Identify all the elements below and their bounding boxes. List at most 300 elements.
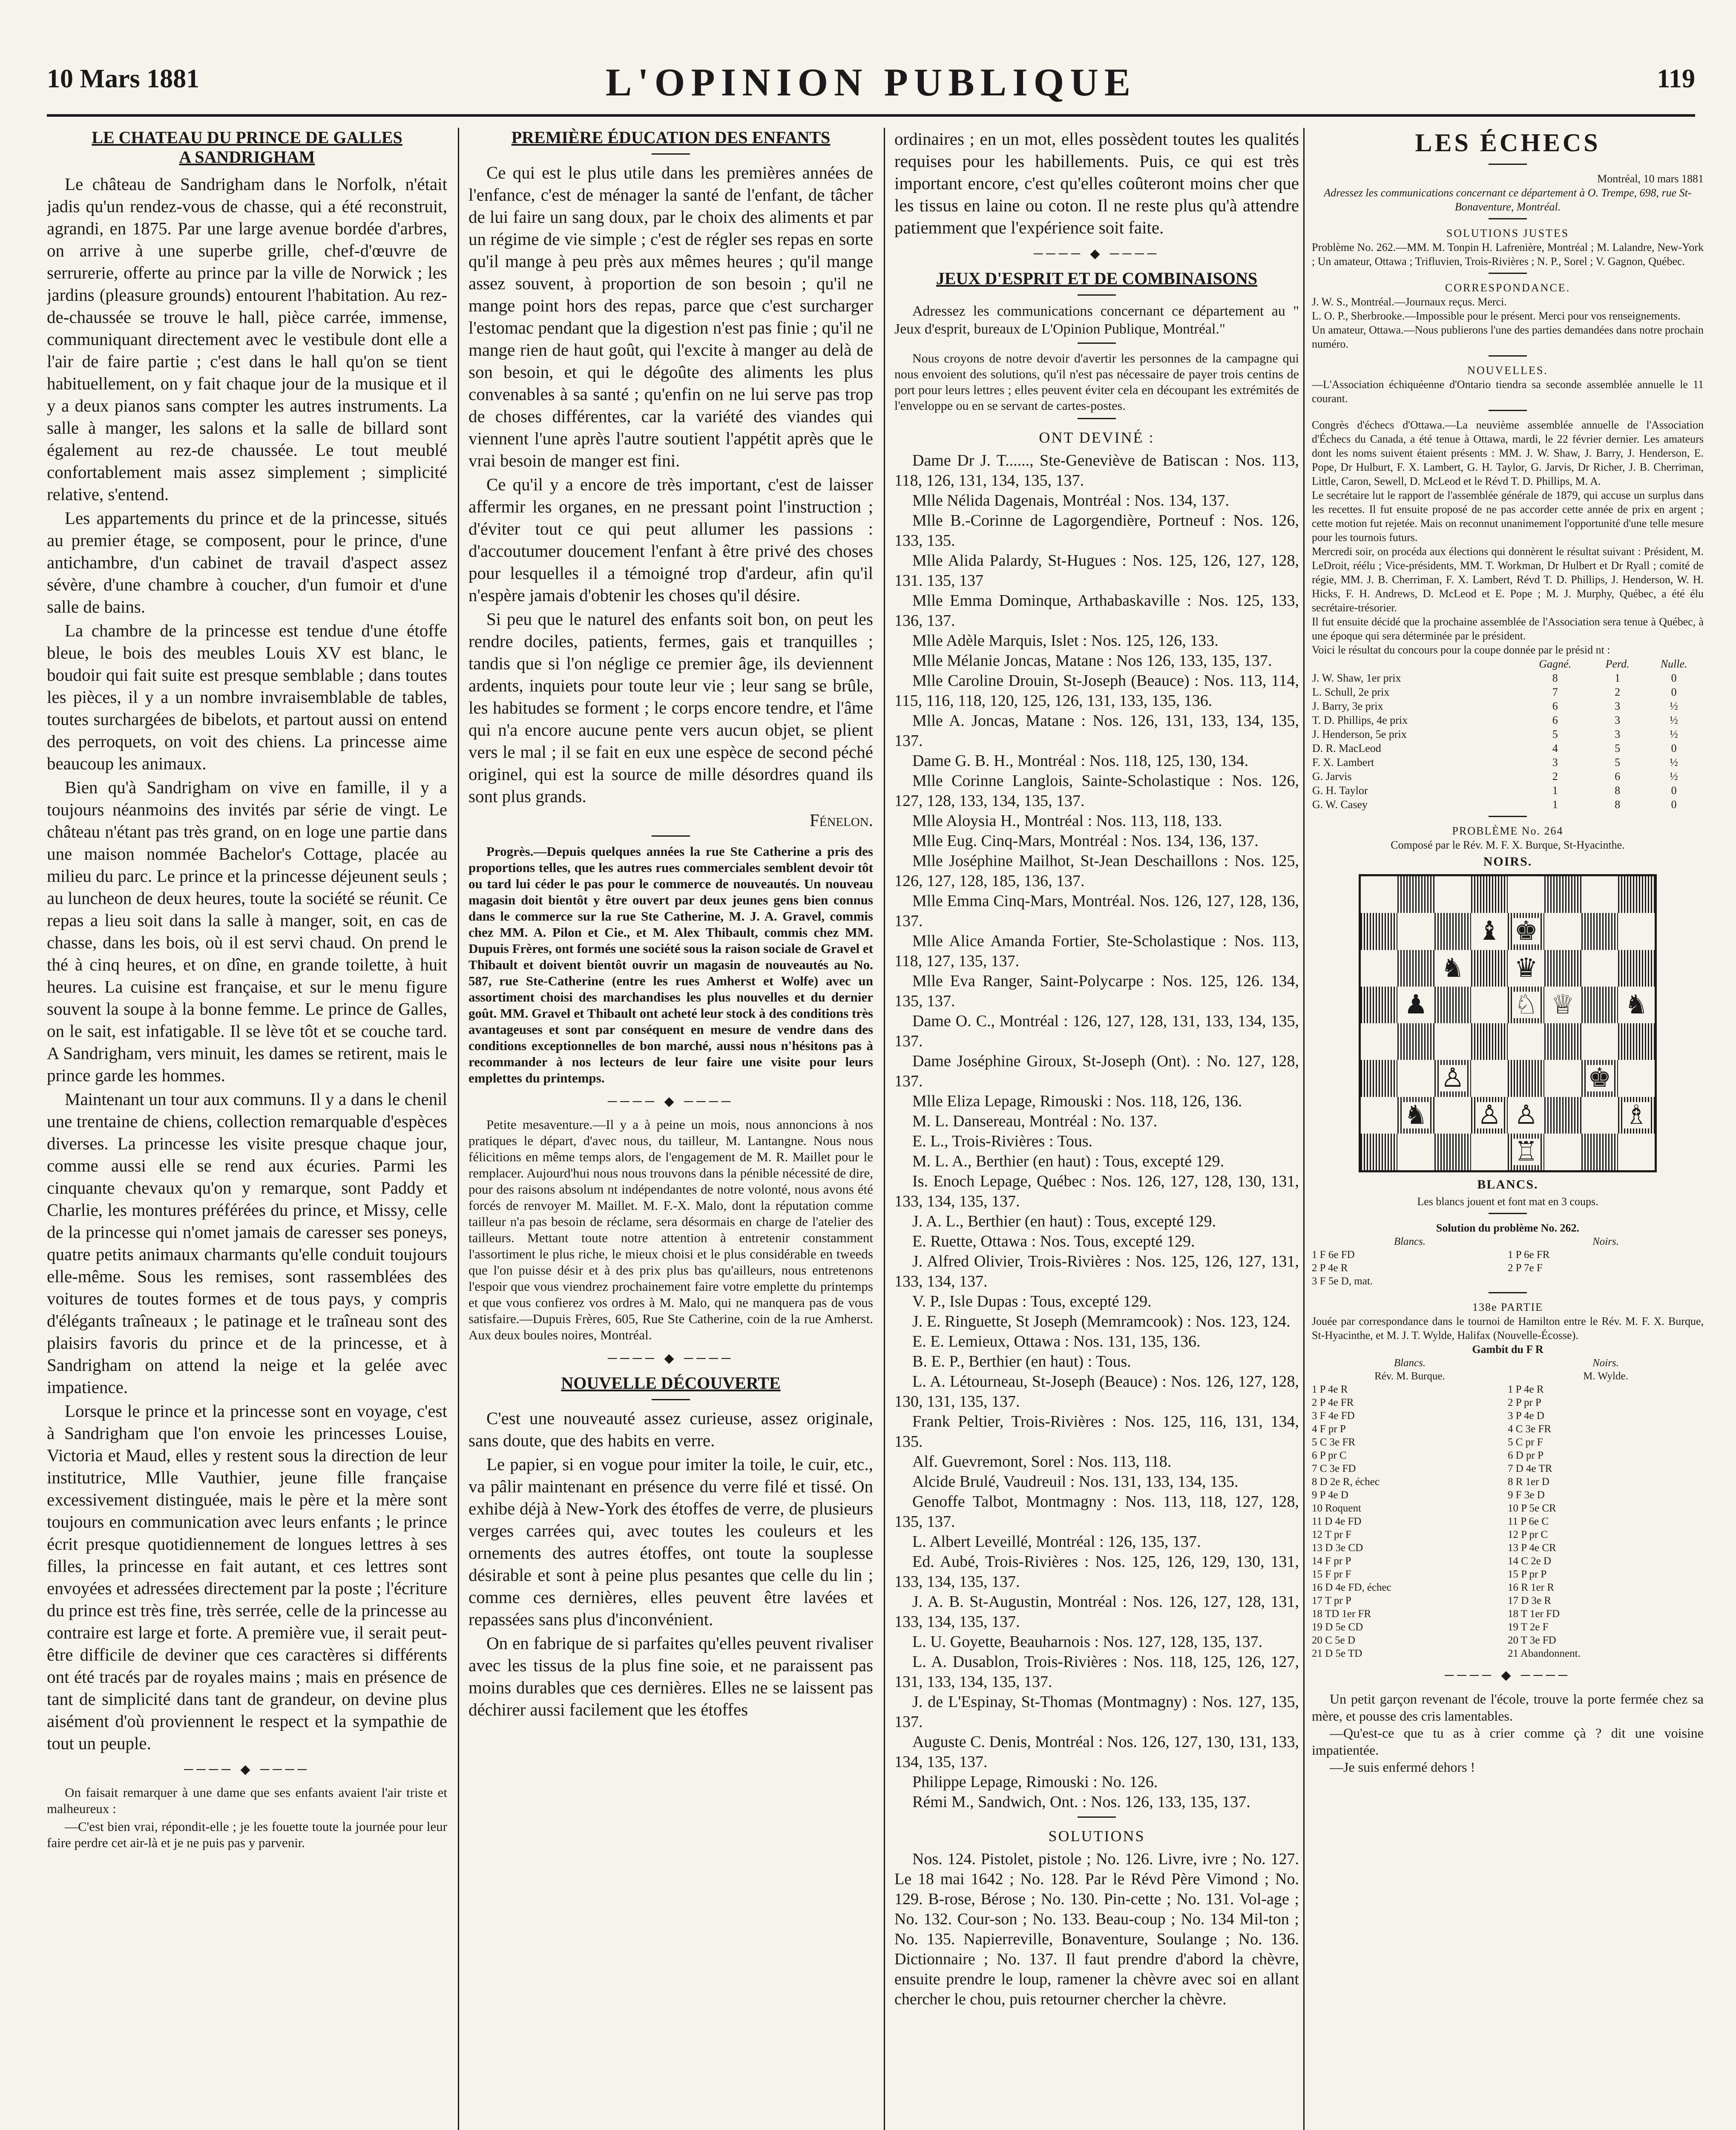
board-square — [1618, 1134, 1655, 1170]
board-square — [1618, 987, 1655, 1023]
board-square — [1471, 987, 1508, 1023]
board-square — [1581, 1060, 1618, 1097]
solver-entry: L. A. Létourneau, St-Joseph (Beauce) : Nos. 126, 127, 128, 130, 131, 135, 137. — [894, 1373, 1299, 1410]
board-square — [1618, 1097, 1655, 1134]
ornament-separator: ──── ◆ ──── — [1033, 247, 1160, 261]
table-cell: D. R. MacLeod — [1312, 742, 1381, 754]
move: 3 F 4e FD — [1312, 1410, 1355, 1422]
short-rule — [1489, 410, 1527, 411]
move: 10 P 5e CR — [1508, 1503, 1556, 1514]
solver-entry: Dame Joséphine Giroux, St-Joseph (Ont). : No. 127, 128, 137. — [894, 1052, 1299, 1090]
board-square — [1618, 1023, 1655, 1060]
table-cell: 7 — [1552, 686, 1558, 698]
paragraph: La chambre de la princesse est tendue d'une étoffe bleue, le bois des meubles Louis XV est blanc, le boudoir qui fait suite est presque semblable ; dans toutes les pièces, il y a un nombre invraisemblable de tables, toutes surchargées de bibelots, et partout aussi on entend des perroquets, on voit des chiens. La princesse aime beaucoup les animaux. — [47, 621, 447, 773]
move: 1 P 6e FR — [1508, 1249, 1550, 1261]
move: 4 F pr P — [1312, 1423, 1346, 1435]
chess-piece: ♞ — [1403, 1102, 1430, 1128]
move: 2 P 7e F — [1508, 1262, 1543, 1274]
move: 1 F 6e FD — [1312, 1249, 1355, 1261]
solver-entry: J. E. Ringuette, St Joseph (Memramcook) : Nos. 123, 124. — [912, 1313, 1291, 1330]
solver-entry: Philippe Lepage, Rimouski : No. 126. — [912, 1773, 1158, 1791]
move: 14 F pr P — [1312, 1555, 1351, 1567]
table-cell: 0 — [1671, 784, 1677, 797]
table-cell: T. D. Phillips, 4e prix — [1312, 714, 1408, 726]
paragraph: Si peu que le naturel des enfants soit bon, on peut les rendre dociles, patients, fermes, gais et tranquilles ; tandis que si l'on néglige ce premier âge, ils deviennent ardents, inquiets pour toute leur vie ; leur sang se brûle, les habitudes se forment ; le corps encore tendre, et l'âme qui n'a encore aucune pente vers aucun objet, se plient vers le mal ; il se fait en eux une espèce de second péché originel, qui est la source de mille désordres quand ils sont plus grands. — [468, 609, 873, 806]
table-row — [1312, 755, 1704, 769]
table-cell: G. W. Casey — [1312, 798, 1368, 811]
table-header-cell — [1312, 657, 1519, 671]
short-rule — [652, 153, 690, 155]
board-square — [1544, 987, 1581, 1023]
board-square — [1361, 950, 1397, 987]
table-cell: G. H. Taylor — [1312, 784, 1368, 797]
article-title: PREMIÈRE ÉDUCATION DES ENFANTS — [511, 128, 831, 147]
chess-piece: ♞ — [1439, 955, 1466, 982]
chess-piece: ♗ — [1623, 1102, 1650, 1128]
board-square — [1508, 950, 1544, 987]
move: 6 P pr C — [1312, 1450, 1347, 1461]
move: 17 D 3e R — [1508, 1595, 1552, 1606]
solver-entry: E. L., Trois-Rivières : Tous. — [912, 1132, 1093, 1150]
move: 2 P pr P — [1508, 1397, 1541, 1408]
table-cell: 6 — [1552, 700, 1558, 712]
table-cell: J. W. Shaw, 1er prix — [1312, 672, 1401, 684]
table-cell: 0 — [1671, 686, 1677, 698]
solver-entry: L. Albert Leveillé, Montréal : 126, 135, 137. — [912, 1533, 1201, 1551]
table-cell: 0 — [1671, 742, 1677, 754]
move: 19 T 2e F — [1508, 1621, 1549, 1633]
solver-entry: Mlle Corinne Langlois, Sainte-Scholastique : Nos. 126, 127, 128, 133, 134, 135, 137. — [894, 772, 1299, 810]
table-cell: 3 — [1552, 756, 1558, 769]
table-cell: 3 — [1615, 728, 1621, 740]
table-header-cell: Nulle. — [1660, 658, 1687, 670]
move: 18 TD 1er FR — [1312, 1608, 1371, 1620]
problem-author: Composé par le Rév. M. F. X. Burque, St-Hyacinthe. — [1391, 839, 1625, 851]
board-square — [1397, 1097, 1434, 1134]
move: 20 T 3e FD — [1508, 1635, 1556, 1646]
table-row — [1312, 671, 1704, 685]
move: 10 Roquent — [1312, 1503, 1361, 1514]
paragraph: Ce qu'il y a encore de très important, c'est de laisser affermir les organes, en ne pressant point l'instruction ; d'éviter tout ce qui peut allumer les passions : d'accoutumer doucement l'enfant à être privé des choses pour lesquelles il a témoigné trop d'ardeur, afin qu'il n'espère jamais d'obtenir les choses qu'il désire. — [468, 475, 873, 605]
move: 13 D 3e CD — [1312, 1542, 1363, 1554]
short-rule — [652, 1399, 690, 1400]
short-rule — [1489, 1213, 1527, 1214]
chess-piece: ♙ — [1476, 1102, 1503, 1128]
board-square — [1544, 913, 1581, 950]
move: 5 C pr F — [1508, 1436, 1543, 1448]
table-row — [1312, 797, 1704, 812]
table-row — [1312, 699, 1704, 713]
board-square — [1434, 987, 1471, 1023]
solver-entry: Mlle Joséphine Mailhot, St-Jean Deschaillons : Nos. 125, 126, 127, 128, 185, 136, 137. — [894, 852, 1299, 890]
page-header — [47, 60, 1695, 111]
solver-entry: Mlle Mélanie Joncas, Matane : Nos 126, 133, 135, 137. — [912, 652, 1272, 670]
table-cell: G. Jarvis — [1312, 770, 1352, 783]
chess-piece: ♚ — [1586, 1065, 1613, 1091]
board-square — [1508, 1060, 1544, 1097]
move: 15 F pr F — [1312, 1569, 1351, 1580]
column-4: LES ÉCHECS Montréal, 10 mars 1881 Adressez les communications concernant ce département à O. Trempe, 698, rue St-Bonaventure, Montréal. SOLUTIONS JUSTES Problème No. 262.—MM. M. Tonpin H. Lafrenière, Montréal ; M. Lalandre, New-York ; Un amateur, Ottawa ; Trifluvien, Trois-Rivières ; N. P., Sorel ; V. Gagnon, Québec. CORRESPONDANCE. J. W. S., Montréal.—Journaux reçus. Merci. L. O. P., Sherbrooke.—Impossible pour le présent. Merci pour vos renseignements. Un amateur, Ottawa.—Nous publierons l'une des parties demandées dans notre prochain numéro. NOUVELLES. —L'Association échiquéenne d'Ontario tiendra sa seconde assemblée annuelle le 11 courant. Congrès d'échecs d'Ottawa.—La neuvième assemblée annuelle de l'Association d'Échecs du Canada, a été tenue à Ottawa, mardi, le 22 février dernier. Les amateurs dont les noms suivent étaient présents : MM. J. W. Shaw, J. Barry, J. Henderson, E. Pope, Dr Hulburt, F. X. Lambert, G. H. Taylor, G. Jarvis, Dr Richer, J. B. Cherriman, Little, Caron, Sewell, D. McLeod et le Révd T. D. Phillips, M. A. Le secrétaire lut le rapport de l'assemblée générale de 1879, qui accuse un surplus dans les recettes. Il fut ensuite proposé de ne pas accorder cette année de prix en argent ; cette motion fut rejetée. Mais on reconnut unanimement l'opportunité d'une telle mesure pour les tournois futurs. Mercredi soir, on procéda aux élections qui donnèrent le résultat suivant : Président, M. LeDroit, réélu ; Vice-présidents, MM. T. Workman, Dr Hulbert et Dr Ryall ; comité de régie, MM. J. B. Cherriman, F. X. Lambert, Révd T. D. Phillips, J. Henderson, W. H. Hicks, F. H. Andrews, D. McLeod et E. Pope ; M. J. Murphy, Québec, a été élu secrétaire-trésorier. Il fut ensuite décidé que la prochaine assemblée de l'Association sera tenue à Québec, à une époque qui sera déterminée par le président. Voici le résultat du concours pour la coupe donnée par le présid nt : Gagné. Perd. Nulle. J. W. Shaw, 1er prix 8 1 0 L. Schull, 2e prix 7 2 0 J. Barry, 3e prix 6 3 ½ T. D. Phillips, 4e prix 6 3 ½ J. Henderson, 5e prix 5 3 ½ D. R. MacLeod 4 5 0 F. X. Lambert 3 5 ½ G. Jarvis 2 6 ½ G. H. Taylor 1 8 0 G. W. Casey 1 8 0 PROBLÈME No. 264 Composé par le Rév. M. F. X. Burque, St-Hyacinthe. NOIRS. ♝ ♚ ♞ ♛ ♟ ♘ ♕ ♞ ♙ ♚ ♞ ♙ ♙ ♗ ♖ BLANCS. Les blancs jouent et font mat en 3 coups. Solution du problème No. 262. Blancs. 1 F 6e FD 2 P 4e R 3 F 5e D, mat. Noirs. 1 P 6e FR 2 P 7e F 138e PARTIE Jouée par correspondance dans le tournoi de Hamilton entre le Rév. M. F. X. Burque, St-Hyacinthe, et M. J. T. Wylde, Halifax (Nouvelle-Écosse). Gambit du F R Blancs. Rév. M. Burque. 1 P 4e R 2 P 4e FR 3 F 4e FD 4 F pr P 5 C 3e FR 6 P pr C 7 C 3e FD 8 D 2e R, échec 9 P 4e D 10 Roquent 11 D 4e FD 12 T pr F 13 D 3e CD 14 F pr P 15 F pr F 16 D 4e FD, échec 17 T pr P 18 TD 1er FR 19 D 5e CD 20 C 5e D 21 D 5e TD Noirs. M. Wylde. 1 P 4e R 2 P pr P 3 P 4e D 4 C 3e FR 5 C pr F 6 D pr P 7 D 4e TR 8 R 1er D 9 F 3e D 10 P 5e CR 11 P 6e C 12 P pr C 13 P 4e CR 14 C 2e D 15 P pr P 16 R 1er R 17 D 3e R 18 T 1er FD 19 T 2e F 20 T 3e FD 21 Abandonnent. ──── ◆ ──── Un petit garçon revenant de l'école, trouve la porte fermée chez sa mère, et pousse des cris lamentables. —Qu'est-ce que tu as à crier comme çà ? dit une voisine impatientée. —Je suis enfermé dehors ! — [1312, 129, 1704, 1775]
board-square — [1361, 1023, 1397, 1060]
board-square — [1361, 1097, 1397, 1134]
paragraph: Les appartements du prince et de la princesse, situés au premier étage, se composent, pour le prince, d'une antichambre, d'un cabinet de travail d'aspect assez sévère, d'une chambre à coucher, d'un fumoir et d'une salle de bains. — [47, 508, 447, 616]
problem-heading: PROBLÈME No. 264 — [1452, 825, 1564, 837]
table-cell: 0 — [1671, 672, 1677, 684]
solutions-text: Nos. 124. Pistolet, pistole ; No. 126. Livre, ivre ; No. 127. Le 18 mai 1642 ; No. 128. Par le Révd Père Vimond ; No. 129. B-rose, Bérose ; No. 130. Pin-cette ; No. 131. Vol-age ; No. 132. Cour-son ; No. 133. Beau-coup ; No. 134 Mil-ton ; No. 135. Napierreville, Bonaventure, Soulange ; No. 136. Dictionnaire ; No. 137. Il faut prendre d'abord la chèvre, ensuite prendre le loup, ramener la chèvre avec soi en allant chercher le chou, puis retourner chercher la chèvre. — [894, 1850, 1299, 2008]
move: 9 F 3e D — [1508, 1489, 1545, 1501]
ornament-separator: ──── ◆ ──── — [1444, 1668, 1571, 1682]
move: 12 T pr F — [1312, 1529, 1351, 1540]
move: 18 T 1er FD — [1508, 1608, 1560, 1620]
move: 3 F 5e D, mat. — [1312, 1275, 1373, 1287]
ornament-separator: ──── ◆ ──── — [607, 1094, 734, 1108]
solver-entry: V. P., Isle Dupas : Tous, excepté 129. — [912, 1292, 1152, 1310]
move: 16 R 1er R — [1508, 1582, 1555, 1593]
address: Adressez les communications concernant ce département à O. Trempe, 698, rue St-Bonaventure, Montréal. — [1324, 187, 1692, 213]
article-title: LE CHATEAU DU PRINCE DE GALLES A SANDRIGHAM — [92, 128, 402, 167]
solver-entry: Mlle Alice Amanda Fortier, Ste-Scholastique : Nos. 113, 118, 127, 135, 137. — [894, 932, 1299, 970]
board-square — [1434, 1134, 1471, 1170]
short-rule — [1489, 355, 1527, 357]
solver-entry: Dame O. C., Montréal : 126, 127, 128, 131, 133, 134, 135, 137. — [894, 1012, 1299, 1050]
move: 14 C 2e D — [1508, 1555, 1552, 1567]
board-square — [1544, 876, 1581, 913]
move-column-header: Blancs. — [1394, 1357, 1426, 1369]
table-cell: 5 — [1552, 728, 1558, 740]
move: 21 Abandonnent. — [1508, 1648, 1581, 1659]
table-cell: 5 — [1615, 742, 1621, 754]
solver-entry: Mlle B.-Corinne de Lagorgendière, Portneuf : Nos. 126, 133, 135. — [894, 512, 1299, 550]
table-cell: ½ — [1670, 770, 1678, 783]
paragraph: Ce qui est le plus utile dans les premières années de l'enfance, c'est de ménager la santé de l'enfant, de tâcher de lui faire un sang doux, par le choix des aliments et par un régime de vie simple ; c'est de régler ses repas en sorte qu'il mange à peu près aux mêmes heures ; qu'il mange assez souvent, à proportion de son besoin ; qu'il ne mange point hors des repas, parce que c'est surcharger l'estomac pendant que la digestion n'est pas finie ; qu'il ne mange rien de haut goût, qui l'excite à manger au delà de son besoin, et qui le dégoûte des aliments les plus convenables à sa santé ; qu'enfin on ne lui serve pas trop de choses différentes, car la variété des viandes qui viennent l'une après l'autre soutient l'appétit après que le vrai besoin de manger est fini. — [468, 163, 873, 470]
table-row — [1312, 685, 1704, 699]
board-square — [1361, 1060, 1397, 1097]
chess-piece: ♝ — [1476, 918, 1503, 944]
board-square — [1434, 1097, 1471, 1134]
table-cell: F. X. Lambert — [1312, 756, 1374, 769]
solver-entry: J. A. B. St-Augustin, Montréal : Nos. 126, 127, 128, 131, 133, 134, 135, 137. — [894, 1593, 1299, 1631]
board-square — [1471, 1097, 1508, 1134]
column-divider — [458, 128, 459, 2130]
anecdote: —Qu'est-ce que tu as à crier comme çà ? dit une voisine impatientée. — [1312, 1725, 1704, 1758]
paragraph: Bien qu'à Sandrigham on vive en famille, il y a toujours néanmoins des invités par série de vingt. Le château n'étant pas très grand, on en loge une partie dans une maison nommée Bachelor's Cottage, placée au milieu du parc. Le prince et la princesse déjeunent seuls ; au luncheon de deux heures, toute la société se réunit. Ce repas a lieu soit dans la salle à manger, soit, en cas de chasse, dans les bois, où il est servi chaud. On prend le thé à cinq heures, et on dîne, en grande toilette, à huit heures. La cuisine est française, et sur le menu figure souvent la soupe à la bonne femme. Le prince de Galles, on le sait, est infatigable. Il se lève tôt et se couche tard. A Sandrigham, vers minuit, les dames se retirent, mais le prince garde les hommes. — [47, 777, 447, 1085]
table-cell: 4 — [1552, 742, 1558, 754]
table-cell: 3 — [1615, 714, 1621, 726]
board-square — [1361, 987, 1397, 1023]
chess-piece: ♕ — [1549, 992, 1577, 1018]
board-square — [1508, 1134, 1544, 1170]
table-cell: 8 — [1615, 784, 1621, 797]
board-square — [1508, 1023, 1544, 1060]
move: 1 P 4e R — [1312, 1384, 1348, 1395]
solver-entry: Mlle Eliza Lepage, Rimouski : Nos. 118, 126, 136. — [912, 1092, 1242, 1110]
move: 7 C 3e FD — [1312, 1463, 1356, 1474]
game-intro: Jouée par correspondance dans le tournoi de Hamilton entre le Rév. M. F. X. Burque, St-Hyacinthe, et M. J. T. Wylde, Halifax (Nouvelle-Écosse). — [1312, 1315, 1704, 1341]
solver-entry: L. A. Dusablon, Trois-Rivières : Nos. 118, 125, 126, 127, 131, 133, 134, 135, 137. — [894, 1653, 1299, 1691]
table-row — [1312, 741, 1704, 755]
table-header-cell: Perd. — [1605, 658, 1630, 670]
chess-piece: ♘ — [1512, 992, 1540, 1018]
board-square — [1434, 913, 1471, 950]
solver-entry: Is. Enoch Lepage, Québec : Nos. 126, 127, 128, 130, 131, 133, 134, 135, 137. — [894, 1172, 1299, 1210]
move: 9 P 4e D — [1312, 1489, 1348, 1501]
board-square — [1581, 1134, 1618, 1170]
move: 2 P 4e R — [1312, 1262, 1348, 1274]
table-cell: 6 — [1615, 770, 1621, 783]
short-rule — [1489, 218, 1527, 219]
board-square — [1581, 1023, 1618, 1060]
solver-entry: Frank Peltier, Trois-Rivières : Nos. 125, 116, 131, 134, 135. — [894, 1413, 1299, 1451]
chess-piece: ♙ — [1439, 1065, 1466, 1091]
newspaper-title: L'OPINION PUBLIQUE — [605, 60, 1137, 104]
board-square — [1618, 950, 1655, 987]
board-square — [1544, 1060, 1581, 1097]
solver-list — [894, 451, 1299, 1812]
board-square — [1508, 913, 1544, 950]
player-name: Rév. M. Burque. — [1374, 1370, 1445, 1382]
table-cell: 0 — [1671, 798, 1677, 811]
board-square — [1544, 950, 1581, 987]
solver-entry: M. L. A., Berthier (en haut) : Tous, excepté 129. — [912, 1152, 1224, 1170]
game-heading: 138e PARTIE — [1472, 1301, 1543, 1313]
short-rule — [1489, 1292, 1527, 1293]
board-square — [1397, 950, 1434, 987]
page-number: 119 — [1657, 64, 1695, 93]
move: 21 D 5e TD — [1312, 1648, 1362, 1659]
move-column-header: Noirs. — [1592, 1357, 1619, 1369]
table-cell: 2 — [1615, 686, 1621, 698]
solutions-text: Problème No. 262.—MM. M. Tonpin H. Lafrenière, Montréal ; M. Lalandre, New-York ; Un amateur, Ottawa ; Trifluvien, Trois-Rivières ; N. P., Sorel ; V. Gagnon, Québec. — [1312, 241, 1704, 268]
board-square — [1471, 876, 1508, 913]
table-cell: ½ — [1670, 728, 1678, 740]
game-moves — [1312, 1356, 1704, 1660]
board-square — [1434, 1060, 1471, 1097]
board-square — [1434, 950, 1471, 987]
move: 3 P 4e D — [1508, 1410, 1544, 1422]
black-label: NOIRS. — [1483, 855, 1532, 869]
solution-heading: Solution du problème No. 262. — [1436, 1222, 1580, 1234]
board-square — [1581, 950, 1618, 987]
move: 16 D 4e FD, échec — [1312, 1582, 1391, 1593]
solver-entry: Mlle Eug. Cinq-Mars, Montréal : Nos. 134, 136, 137. — [912, 832, 1259, 850]
board-square — [1434, 876, 1471, 913]
move: 4 C 3e FR — [1508, 1423, 1552, 1435]
solver-entry: Mlle Adèle Marquis, Islet : Nos. 125, 126, 133. — [912, 632, 1219, 650]
board-square — [1508, 1097, 1544, 1134]
short-rule — [1078, 294, 1116, 296]
subhead: SOLUTIONS JUSTES — [1446, 227, 1569, 239]
solver-entry: J. Alfred Olivier, Trois-Rivières : Nos. 125, 126, 127, 131, 133, 134, 137. — [894, 1252, 1299, 1290]
solver-entry: Mlle Aloysia H., Montréal : Nos. 113, 118, 133. — [912, 812, 1222, 830]
short-rule — [1489, 164, 1527, 165]
move: 8 D 2e R, échec — [1312, 1476, 1380, 1488]
chess-piece: ♞ — [1623, 992, 1650, 1018]
solver-entry: Dame Dr J. T......, Ste-Geneviève de Batiscan : Nos. 113, 118, 126, 131, 134, 135, 137. — [894, 452, 1299, 489]
paragraph: Le château de Sandrigham dans le Norfolk, n'était jadis qu'un rendez-vous de chasse, qui a été reconstruit, agrandi, en 1875. Par une large avenue bordée d'arbres, on arrive à une superbe grille, chef-d'œuvre de serrurerie, offerte au prince par la ville de Norwick ; les jardins (pleasure grounds) entourent l'habitation. Au rez-de-chaussée se trouve le hall, pièce carrée, immense, communiquant directement avec le vestibule dont elle a l'air de faire partie ; c'est dans le hall qu'on se tient habituellement, on y fait chaque jour de la musique et il y a deux pianos sans compter les autres instruments. La salle à manger, les salons et la salle de billard sont également au rez-de chaussée. Le tout meublé confortablement mais assez simplement ; simplicité relative, s'entend. — [47, 174, 447, 504]
table-cell: 1 — [1552, 798, 1558, 811]
board-square — [1471, 1023, 1508, 1060]
table-header-cell: Gagné. — [1539, 658, 1572, 670]
short-rule — [1489, 816, 1527, 817]
solver-entry: Alf. Guevremont, Sorel : Nos. 113, 118. — [912, 1453, 1172, 1471]
table-row — [1312, 713, 1704, 727]
white-label: BLANCS. — [1477, 1177, 1538, 1192]
article-title: NOUVELLE DÉCOUVERTE — [561, 1373, 781, 1393]
paragraph: C'est une nouveauté assez curieuse, assez originale, sans doute, que des habits en verre. — [468, 1408, 873, 1450]
solver-entry: Genoffe Talbot, Montmagny : Nos. 113, 118, 127, 128, 135, 137. — [894, 1493, 1299, 1531]
column-3 — [894, 128, 1299, 2009]
solutions-heading: SOLUTIONS — [1048, 1828, 1145, 1845]
notice-mesaventure: Petite mesaventure.—Il y a à peine un mois, nous annoncions à nos pratiques le départ, d'avec nous, du tailleur, M. Lantangne. Nous nous félicitions en même temps alors, de l'engagement de M. R. Maillet pour le remplacer. Aujourd'hui nous nous trouvons dans la pénible nécessité de dire, pour des raisons absolum nt indépendantes de notre volonté, nous avons été forcés de renvoyer M. Maillet. M. F.-X. Malo, dont la réputation comme tailleur n'a pas besoin de réclame, sera désormais en charge de l'atelier des tailleurs. Mettant toute notre attention à entretenir constamment l'assortiment le plus riche, le mieux choisi et le plus considérable en tweeds que l'on puisse désir et à des prix plus bas qu'ailleurs, nous entretenons l'espoir que vous viendrez prochainement faire votre emplette du printemps et que vous confierez vos ordres à M. Malo, qui ne manquera pas de vous satisfaire.—Dupuis Frères, 605, Rue Ste Catherine, coin de la rue Amherst. Aux deux boules noires, Montréal. — [468, 1117, 873, 1342]
board-square — [1508, 987, 1544, 1023]
table-row — [1312, 727, 1704, 741]
chess-piece: ♟ — [1403, 992, 1430, 1018]
move-column-header: Blancs. — [1394, 1236, 1426, 1247]
board-square — [1397, 987, 1434, 1023]
table-cell: 1 — [1552, 784, 1558, 797]
subhead: CORRESPONDANCE. — [1445, 282, 1571, 294]
board-square — [1618, 913, 1655, 950]
table-cell: 1 — [1615, 672, 1621, 684]
board-square — [1397, 1023, 1434, 1060]
column-2 — [468, 128, 873, 1722]
board-square — [1397, 913, 1434, 950]
move: 6 D pr P — [1508, 1450, 1544, 1461]
solver-entry: E. Ruette, Ottawa : Nos. Tous, excepté 129. — [912, 1232, 1195, 1250]
board-square — [1471, 913, 1508, 950]
solver-entry: E. E. Lemieux, Ottawa : Nos. 131, 135, 136. — [912, 1333, 1201, 1350]
issue-date: 10 Mars 1881 — [47, 64, 200, 93]
chess-piece: ♙ — [1512, 1102, 1540, 1128]
column-1 — [47, 128, 447, 1853]
notice-progres: Progrès.—Depuis quelques années la rue Ste Catherine a pris des proportions telles, que les autres rues commerciales semblent devoir tôt ou tard lui céder le pas pour le commerce de nouveautés. Un nouveau magasin doit bientôt y être ouvert par deux jeunes gens bien connus dans le commerce sur la rue Ste Catherine, M. J. A. Gravel, commis chez MM. A. Pilon et Cie., et M. Alex Thibault, commis chez MM. Dupuis Frères, ont formés une société sous la raison sociale de Gravel et Thibault et doivent bientôt ouvrir un magasin de nouveautés au No. 587, rue Ste-Catherine (entre les rues Amherst et Wolfe) avec un assortiment choisi des marchandises les plus nouvelles et du dernier goût. MM. Gravel et Thibault ont acheté leur stock à des conditions très avantageuses et sont par conséquent en mesure de vendre dans des conditions exceptionnelles de bon marché, aussi nous n'hésitons pas à recommander à nos lecteurs de leur faire une visite pour leurs emplettes du printemps. — [468, 844, 873, 1085]
move: 11 P 6e C — [1508, 1516, 1549, 1527]
paragraph: Maintenant un tour aux communs. Il y a dans le chenil une trentaine de chiens, collection remarquable d'espèces diverses. La princesse les visite presque chaque jour, comme aussi elle se rend aux écuries. Parmi les cinquante chevaux qu'on y remarque, sont Paddy et Charlie, les montures préférées du prince, et Missy, celle de la princesse qui n'omet jamais de caresser ses poneys, quatre petits animaux charmants qu'elle conduit toujours elle-même. Sous les remises, sont rassemblées des voitures de toutes formes et de tous pays, y compris d'élégants traîneaux ; le patinage et le traîneau sont des plaisirs favoris du prince et de la princesse, et à Sandrigham on attend la neige et la gelée avec impatience. — [47, 1089, 447, 1397]
solver-entry: Alcide Brulé, Vaudreuil : Nos. 131, 133, 134, 135. — [912, 1473, 1239, 1491]
chess-piece: ♚ — [1512, 918, 1540, 944]
solver-entry: Mlle Emma Cinq-Mars, Montréal. Nos. 126, 127, 128, 136, 137. — [894, 892, 1299, 930]
move: 12 P pr C — [1508, 1529, 1548, 1540]
paragraph: Le papier, si en vogue pour imiter la toile, le cuir, etc., va pâlir maintenant en présence du verre filé et tissé. On exhibe déjà à New-York des étoffes de verre, de plusieurs verges carrées qui, avec toutes les couleurs et les ornements des autres étoffes, ont toute la souplesse désirable et sont à peine plus pesantes que celle du lin ; comme ces dernières, elles peuvent être lavées et repassées sans plus d'inconvénient. — [468, 1454, 873, 1629]
paragraph: On en fabrique de si parfaites qu'elles peuvent rivaliser avec les tissus de la plus fine soie, et ne paraissent pas moins durables que ces dernières. Elles ne se laissent pas déchirer aussi facilement que les étoffes — [468, 1633, 873, 1719]
board-square — [1397, 1060, 1434, 1097]
solver-entry: Mlle Caroline Drouin, St-Joseph (Beauce) : Nos. 113, 114, 115, 116, 118, 120, 125, 126, 131, 133, 135, 136. — [894, 672, 1299, 710]
table-cell: L. Schull, 2e prix — [1312, 686, 1390, 698]
move: 20 C 5e D — [1312, 1635, 1356, 1646]
tournament-table — [1312, 657, 1704, 812]
table-cell: 3 — [1615, 700, 1621, 712]
table-cell: J. Barry, 3e prix — [1312, 700, 1383, 712]
board-square — [1581, 987, 1618, 1023]
solver-entry: M. L. Dansereau, Montréal : No. 137. — [912, 1112, 1158, 1130]
table-cell: ½ — [1670, 714, 1678, 726]
section-title: JEUX D'ESPRIT ET DE COMBINAISONS — [936, 269, 1258, 288]
board-square — [1471, 1134, 1508, 1170]
move: 17 T pr P — [1312, 1595, 1351, 1606]
signature: Fénelon. — [809, 810, 873, 830]
board-square — [1471, 950, 1508, 987]
move: 2 P 4e FR — [1312, 1397, 1354, 1408]
solver-entry: Dame G. B. H., Montréal : Nos. 118, 125, 130, 134. — [912, 752, 1249, 770]
move: 8 R 1er D — [1508, 1476, 1549, 1488]
table-row — [1312, 769, 1704, 783]
solver-entry: Mlle A. Joncas, Matane : Nos. 126, 131, 133, 134, 135, 137. — [894, 712, 1299, 750]
column-divider — [884, 128, 885, 2130]
board-square — [1544, 1134, 1581, 1170]
chess-board — [1359, 874, 1657, 1172]
ornament-separator: ──── ◆ ──── — [607, 1351, 734, 1365]
table-cell: J. Henderson, 5e prix — [1312, 728, 1407, 740]
move: 5 C 3e FR — [1312, 1436, 1356, 1448]
column-divider — [1303, 128, 1305, 2130]
move: 1 P 4e R — [1508, 1384, 1544, 1395]
solver-entry: Auguste C. Denis, Montréal : Nos. 126, 127, 130, 131, 133, 134, 135, 137. — [894, 1733, 1299, 1771]
board-square — [1361, 913, 1397, 950]
subhead: NOUVELLES. — [1467, 364, 1548, 377]
table-cell: 8 — [1552, 672, 1558, 684]
table-cell: 2 — [1552, 770, 1558, 783]
board-square — [1397, 1134, 1434, 1170]
board-square — [1544, 1097, 1581, 1134]
board-square — [1618, 1060, 1655, 1097]
table-row — [1312, 783, 1704, 797]
ornament-separator: ──── ◆ ──── — [184, 1762, 310, 1776]
move: 7 D 4e TR — [1508, 1463, 1552, 1474]
solver-entry: Mlle Alida Palardy, St-Hugues : Nos. 125, 126, 127, 128, 131. 135, 137 — [894, 552, 1299, 590]
solver-entry: Mlle Nélida Dagenais, Montréal : Nos. 134, 137. — [912, 492, 1230, 509]
board-square — [1434, 1023, 1471, 1060]
board-square — [1581, 1097, 1618, 1134]
board-square — [1544, 1023, 1581, 1060]
short-rule — [1078, 343, 1116, 344]
intro: Nous croyons de notre devoir d'avertir les personnes de la campagne qui nous envoient des solutions, qu'il n'est pas nécessaire de payer trois centins de port pour leurs lettres ; elles peuvent éviter cela en découpant les extrémités de l'enveloppe ou en se servant de cartes-postes. — [894, 351, 1299, 413]
solver-entry: B. E. P., Berthier (en haut) : Tous. — [912, 1353, 1131, 1370]
ont-devine-heading: ONT DEVINÉ : — [1039, 429, 1155, 446]
solver-entry: Mlle Eva Ranger, Saint-Polycarpe : Nos. 125, 126. 134, 135, 137. — [894, 972, 1299, 1010]
intro: Adressez les communications concernant ce département au " Jeux d'esprit, bureaux de L'Opinion Publique, Montréal." — [894, 303, 1299, 337]
board-square — [1361, 876, 1397, 913]
paragraph: ordinaires ; en un mot, elles possèdent toutes les qualités requises pour les habillements. Puis, ce qui est très important encore, c'est qu'elles coûteront moins cher que les tissus en laine ou coton. Il ne reste plus qu'à attendre patiemment que l'expérience soit faite. — [894, 129, 1299, 237]
table-cell: 8 — [1615, 798, 1621, 811]
section-title: LES ÉCHECS — [1415, 129, 1601, 157]
table-cell: ½ — [1670, 700, 1678, 712]
solver-entry: Rémi M., Sandwich, Ont. : Nos. 126, 133, 135, 137. — [912, 1793, 1250, 1811]
table-cell: ½ — [1670, 756, 1678, 769]
footnote: On faisait remarquer à une dame que ses enfants avaient l'air triste et malheureux : —C'est bien vrai, répondit-elle ; je les fouette toute la journée pour leur faire perdre cet air-là et je ne puis pas y parvenir. — [47, 1785, 447, 1850]
anecdote: Un petit garçon revenant de l'école, trouve la porte fermée chez sa mère, et pousse des cris lamentables. — [1312, 1691, 1704, 1724]
solver-entry: L. U. Goyette, Beauharnois : Nos. 127, 128, 135, 137. — [912, 1633, 1263, 1651]
move-column-header: Noirs. — [1592, 1236, 1619, 1247]
table-cell: 6 — [1552, 714, 1558, 726]
board-square — [1581, 913, 1618, 950]
board-square — [1618, 876, 1655, 913]
chess-piece: ♖ — [1512, 1139, 1540, 1165]
move: 11 D 4e FD — [1312, 1516, 1362, 1527]
short-rule — [652, 835, 690, 837]
short-rule — [1489, 273, 1527, 274]
anecdote: —Je suis enfermé dehors ! — [1330, 1759, 1475, 1775]
solver-entry: J. de L'Espinay, St-Thomas (Montmagny) : Nos. 127, 135, 137. — [894, 1693, 1299, 1731]
solver-entry: J. A. L., Berthier (en haut) : Tous, excepté 129. — [912, 1212, 1216, 1230]
header-rule — [47, 114, 1695, 117]
board-square — [1508, 876, 1544, 913]
move: 19 D 5e CD — [1312, 1621, 1363, 1633]
solver-entry: Ed. Aubé, Trois-Rivières : Nos. 125, 126, 129, 130, 131, 133, 134, 135, 137. — [894, 1553, 1299, 1591]
chess-piece: ♛ — [1512, 955, 1540, 982]
solution-moves — [1312, 1235, 1704, 1288]
solver-entry: Mlle Emma Dominque, Arthabaskaville : Nos. 125, 133, 136, 137. — [894, 592, 1299, 630]
board-square — [1361, 1134, 1397, 1170]
